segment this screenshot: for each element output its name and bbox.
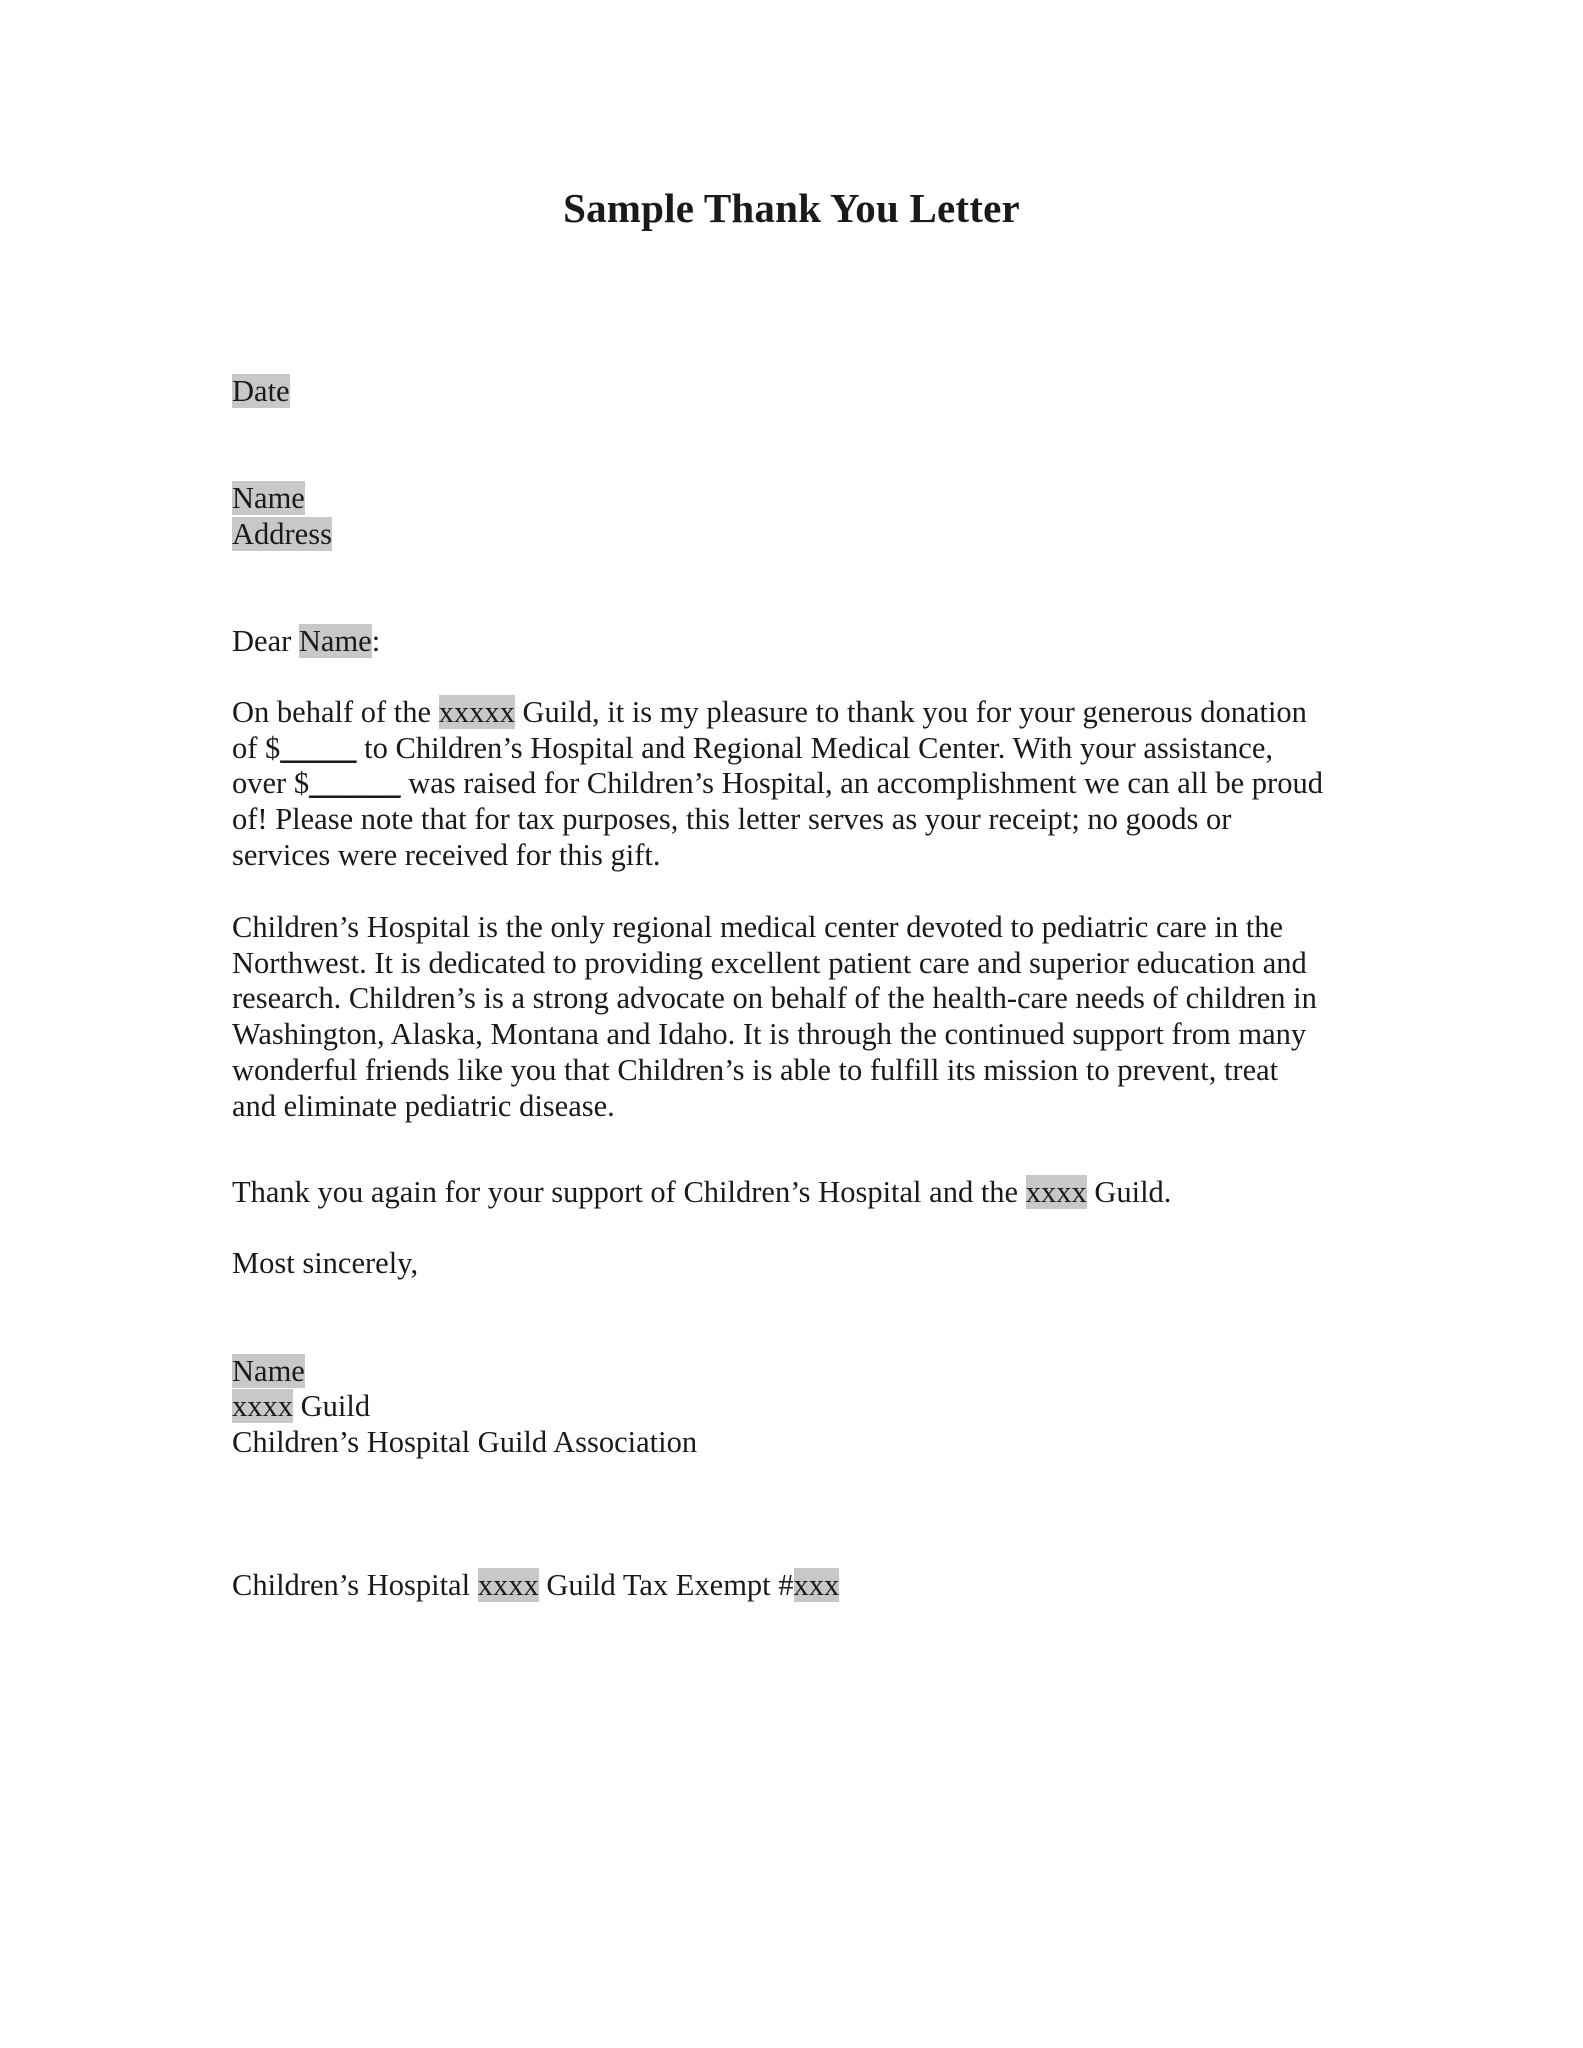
text-run: On behalf of the <box>232 695 439 729</box>
text-run: Children’s Hospital <box>232 1568 478 1602</box>
recipient-name-line <box>232 480 305 516</box>
guild-placeholder: xxxxx <box>438 695 515 729</box>
guild-placeholder: xxxx <box>1025 1175 1087 1209</box>
tax-exempt-footer <box>232 1567 839 1603</box>
text-run: of $ <box>232 730 281 765</box>
salutation <box>232 623 380 659</box>
text-run: Guild, it is my pleasure to thank you for your generous donation <box>514 695 1307 729</box>
closing: Most sincerely, <box>232 1246 419 1280</box>
recipient-address-line <box>232 516 332 552</box>
date-line <box>232 373 290 409</box>
donation-amount-blank: _____ <box>280 730 357 765</box>
paragraph-about-hospital <box>232 910 1317 1124</box>
salutation-suffix: : <box>371 624 381 658</box>
paragraph-line: Washington, Alaska, Montana and Idaho. It is through the continued support from many <box>232 1017 1307 1052</box>
text-run: over $ <box>232 766 310 801</box>
raised-amount-blank: ______ <box>309 766 401 801</box>
text-run: to Children’s Hospital and Regional Medical Center. With your assistance, <box>356 730 1273 765</box>
paragraph-line: services were received for this gift. <box>232 837 661 872</box>
guild-placeholder: xxxx <box>477 1568 539 1602</box>
date-placeholder: Date <box>232 374 290 408</box>
paragraph-line: Northwest. It is dedicated to providing excellent patient care and superior education and <box>232 945 1307 980</box>
text-run: was raised for Children’s Hospital, an accomplishment we can all be proud <box>400 766 1323 801</box>
page-title: Sample Thank You Letter <box>563 185 1020 231</box>
paragraph-line <box>232 695 1323 731</box>
salutation-prefix: Dear <box>232 624 299 658</box>
paragraph-line: of! Please note that for tax purposes, this letter serves as your receipt; no goods or <box>232 802 1232 837</box>
paragraph-line: wonderful friends like you that Children’s is able to fulfill its mission to prevent, treat <box>232 1052 1279 1087</box>
paragraph-line: Children’s Hospital is the only regional medical center devoted to pediatric care in the <box>232 910 1284 944</box>
recipient-name-placeholder: Name <box>232 481 305 515</box>
paragraph-line <box>232 731 1323 767</box>
signature-name-placeholder: Name <box>232 1354 305 1388</box>
signature-association: Children’s Hospital Guild Association <box>232 1425 698 1459</box>
recipient-address-placeholder: Address <box>232 517 332 551</box>
paragraph-line <box>232 766 1323 802</box>
salutation-name-placeholder: Name <box>298 624 372 658</box>
tax-exempt-number-placeholder: xxx <box>793 1568 840 1602</box>
text-run: Thank you again for your support of Children’s Hospital and the <box>232 1175 1026 1209</box>
text-run: Guild Tax Exempt # <box>538 1568 794 1602</box>
text-run: Guild <box>293 1389 371 1423</box>
paragraph-line: research. Children’s is a strong advocate on behalf of the health-care needs of children in <box>232 981 1317 1016</box>
guild-placeholder: xxxx <box>232 1389 293 1423</box>
paragraph-donation <box>232 695 1323 874</box>
paragraph-thanks <box>232 1174 1171 1210</box>
signature-guild-line <box>232 1388 370 1424</box>
signature-name-line <box>232 1353 305 1389</box>
text-run: Guild. <box>1086 1175 1172 1209</box>
paragraph-line: and eliminate pediatric disease. <box>232 1088 615 1123</box>
